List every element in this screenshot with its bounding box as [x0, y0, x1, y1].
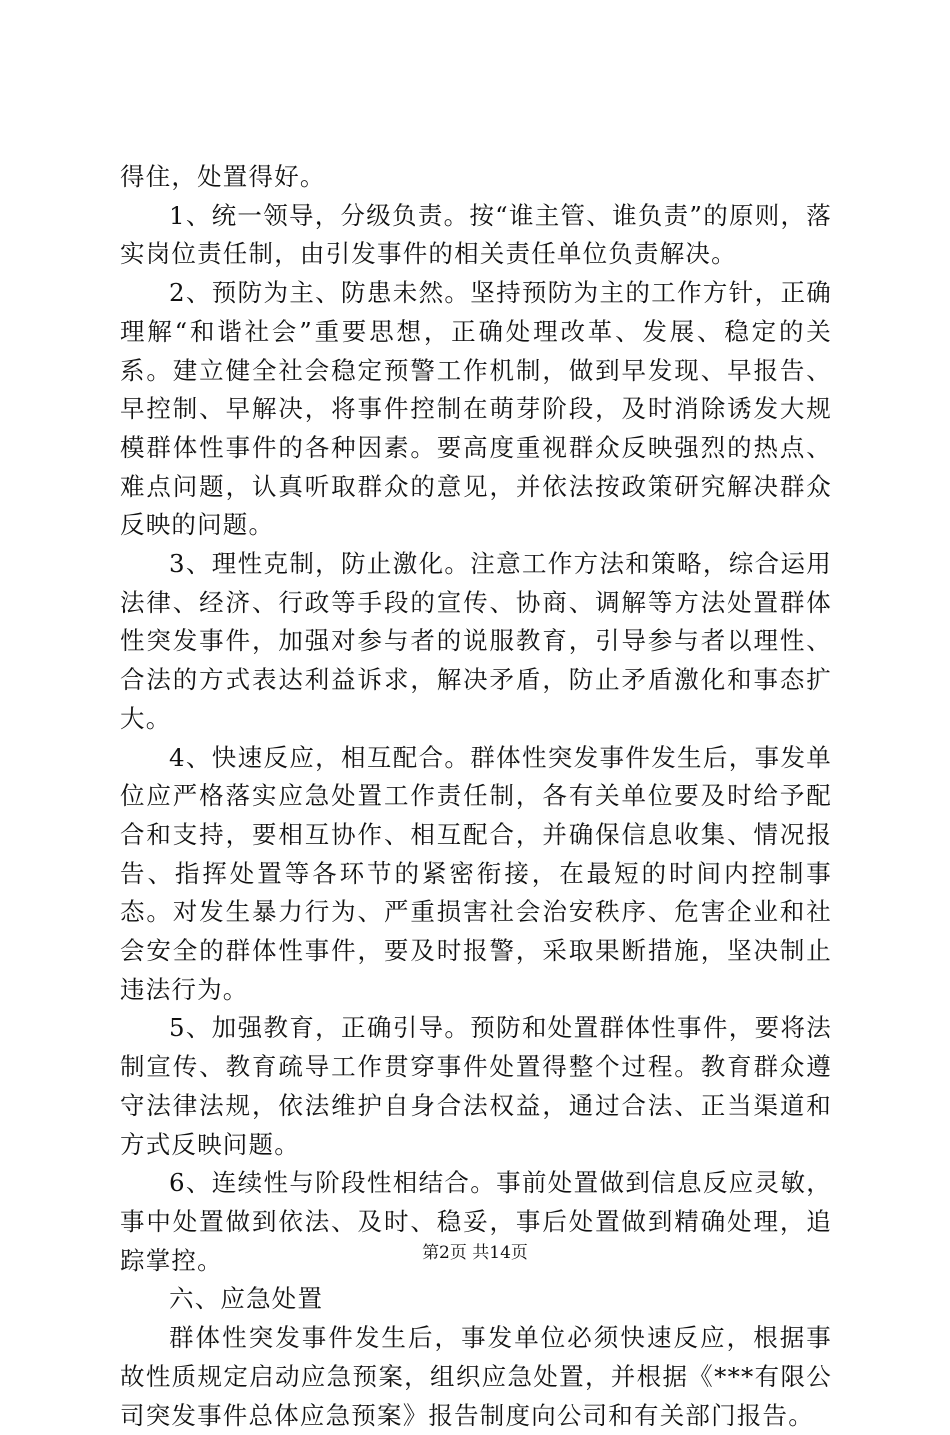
paragraph: 2、预防为主、防患未然。坚持预防为主的工作方针，正确理解“和谐社会”重要思想，正确处理改革、发展、稳定的关系。建立健全社会稳定预警工作机制，做到早发现、早报告、早控制、早解决，将事件控制在萌芽阶段，及时消除诱发大规模群体性事件的各种因素。要高度重视群众反映强烈的热点、难点问题，认真听取群众的意见，并依法按政策研究解决群众反映的问题。: [120, 278, 832, 540]
paragraph: 4、快速反应，相互配合。群体性突发事件发生后，事发单位应严格落实应急处置工作责任制，各有关单位要及时给予配合和支持，要相互协作、相互配合，并确保信息收集、情况报告、指挥处置等各环节的紧密衔接，在最短的时间内控制事态。对发生暴力行为、严重损害社会治安秩序、危害企业和社会安全的群体性事件，要及时报警，采取果断措施，坚决制止违法行为。: [120, 742, 832, 1004]
page-number-footer: 第2页 共14页: [422, 1243, 528, 1263]
paragraph: 5、加强教育，正确引导。预防和处置群体性事件，要将法制宣传、教育疏导工作贯穿事件处置得整个过程。教育群众遵守法律法规，依法维护自身合法权益，通过合法、正当渠道和方式反映问题。: [120, 1013, 832, 1159]
paragraph: 6、连续性与阶段性相结合。事前处置做到信息反应灵敏，事中处置做到依法、及时、稳妥，事后处置做到精确处理，追踪掌控。: [120, 1168, 832, 1275]
paragraph: 群体性突发事件发生后，事发单位必须快速反应，根据事故性质规定启动应急预案，组织应急处置，并根据《***有限公司突发事件总体应急预案》报告制度向公司和有关部门报告。: [120, 1323, 832, 1430]
paragraph: 1、统一领导，分级负责。按“谁主管、谁负责”的原则，落实岗位责任制，由引发事件的相关责任单位负责解决。: [120, 200, 832, 269]
paragraph: 3、理性克制，防止激化。注意工作方法和策略，综合运用法律、经济、行政等手段的宣传、协商、调解等方法处置群体性突发事件，加强对参与者的说服教育，引导参与者以理性、合法的方式表达利益诉求，解决矛盾，防止矛盾激化和事态扩大。: [120, 549, 832, 733]
paragraph: 得住，处置得好。: [120, 162, 326, 191]
section-heading: 六、应急处置: [169, 1284, 324, 1314]
